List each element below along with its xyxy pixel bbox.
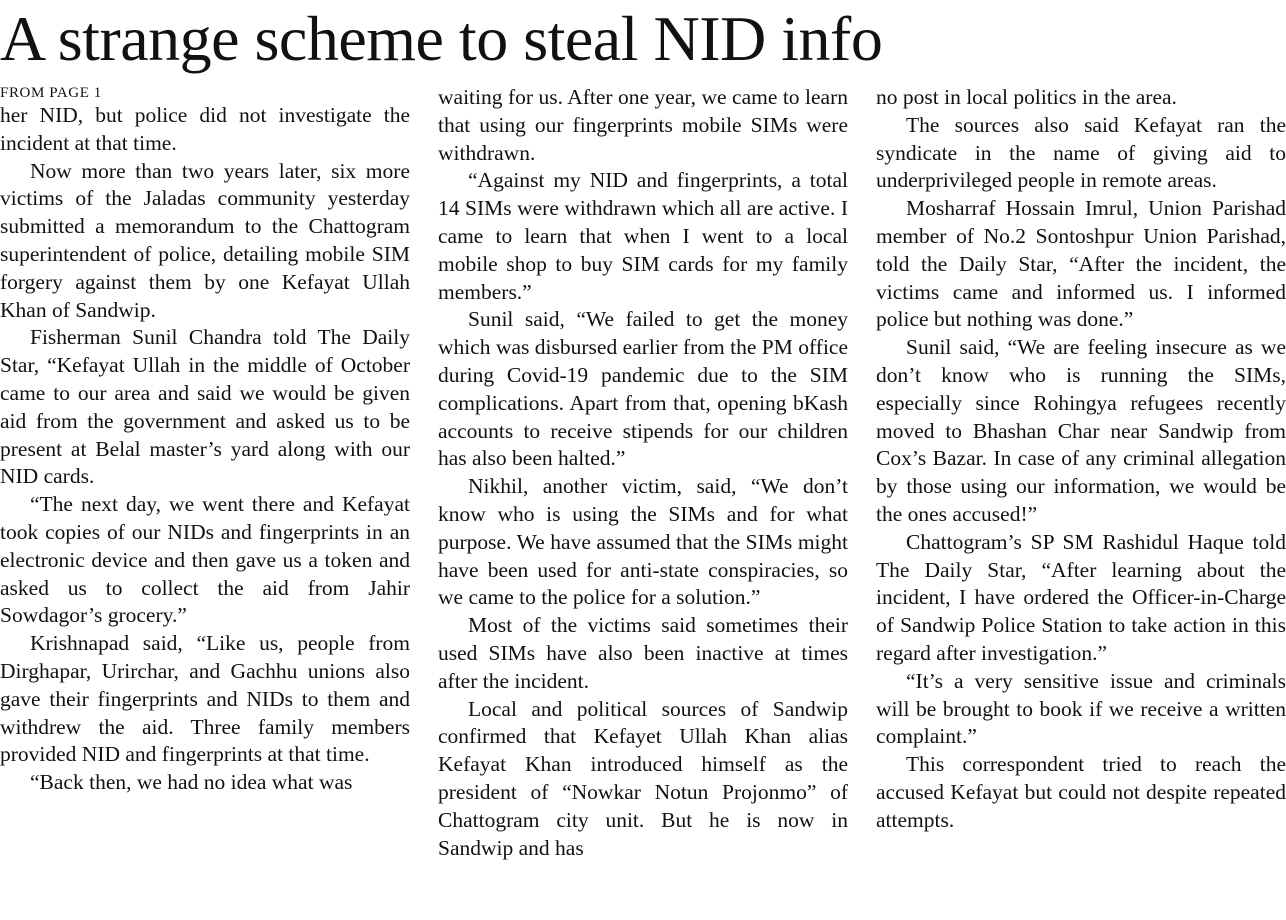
paragraph: This correspondent tried to reach the accused Kefayat but could not despite repeated attempts. <box>876 752 1286 832</box>
paragraph: Nikhil, another victim, said, “We don’t know who is using the SIMs and for what purpose. We have assumed that the SIMs might have been used for anti-state conspiracies, so we came to the police for a solution.” <box>438 474 848 610</box>
headline: A strange scheme to steal NID info <box>0 3 883 74</box>
article-column-1 <box>0 84 410 918</box>
paragraph: “Against my NID and fingerprints, a total 14 SIMs were withdrawn which all are active. I came to learn that when I went to a local mobile shop to buy SIM cards for my family members.” <box>438 168 848 304</box>
paragraph: “Back then, we had no idea what was <box>30 770 353 795</box>
article-column-3 <box>876 84 1286 918</box>
paragraph: Chattogram’s SP SM Rashidul Haque told The Daily Star, “After learning about the incident, I have ordered the Officer-in-Charge of Sandwip Police Station to take action in this regard after investigation.” <box>876 529 1286 665</box>
paragraph: Local and political sources of Sandwip confirmed that Kefayet Ullah Khan alias Kefayat Khan introduced himself as the president of “Nowkar Notun Projonmo” of Chattogram city unit. But he is now in Sandwip and has <box>438 696 848 860</box>
paragraph: Sunil said, “We are feeling insecure as we don’t know who is running the SIMs, especially since Rohingya refugees recently moved to Bhashan Char near Sandwip from Cox’s Bazar. In case of any criminal allegation by those using our information, we would be the ones accused!” <box>876 335 1286 526</box>
paragraph: Krishnapad said, “Like us, people from Dirghapar, Urirchar, and Gachhu unions also gave their fingerprints and NIDs to them and withdrew the aid. Three family members provided NID and fingerprints at that time. <box>0 631 410 767</box>
article-column-2 <box>438 84 848 918</box>
paragraph: waiting for us. After one year, we came to learn that using our fingerprints mobile SIMs were withdrawn. <box>438 85 848 165</box>
paragraph: Fisherman Sunil Chandra told The Daily Star, “Kefayat Ullah in the middle of October came to our area and said we would be given aid from the government and asked us to be present at Belal master’s yard along with our NID cards. <box>0 325 410 489</box>
paragraph: her NID, but police did not investigate the incident at that time. <box>0 103 410 155</box>
paragraph: The sources also said Kefayat ran the syndicate in the name of giving aid to underprivileged people in remote areas. <box>876 112 1286 193</box>
paragraph: no post in local politics in the area. <box>876 85 1177 109</box>
paragraph: Most of the victims said sometimes their used SIMs have also been inactive at times after the incident. <box>438 613 848 693</box>
paragraph: Sunil said, “We failed to get the money which was disbursed earlier from the PM office during Covid-19 pandemic due to the SIM complications. Apart from that, opening bKash accounts to receive stipends for our children has also been halted.” <box>438 307 848 471</box>
paragraph: Mosharraf Hossain Imrul, Union Parishad member of No.2 Sontoshpur Union Parishad, told the Daily Star, “After the incident, the victims came and informed us. I informed police but nothing was done.” <box>876 196 1286 332</box>
paragraph: “It’s a very sensitive issue and criminals will be brought to book if we receive a written complaint.” <box>876 668 1286 749</box>
paragraph: “The next day, we went there and Kefayat took copies of our NIDs and fingerprints in an electronic device and then gave us a token and asked us to collect the aid from Jahir Sowdagor’s grocery.” <box>0 492 410 628</box>
paragraph: Now more than two years later, six more victims of the Jaladas community yesterday submitted a memorandum to the Chattogram superintendent of police, detailing mobile SIM forgery against them by one Kefayat Ullah Khan of Sandwip. <box>0 158 410 322</box>
continued-from-label: FROM PAGE 1 <box>0 85 102 101</box>
